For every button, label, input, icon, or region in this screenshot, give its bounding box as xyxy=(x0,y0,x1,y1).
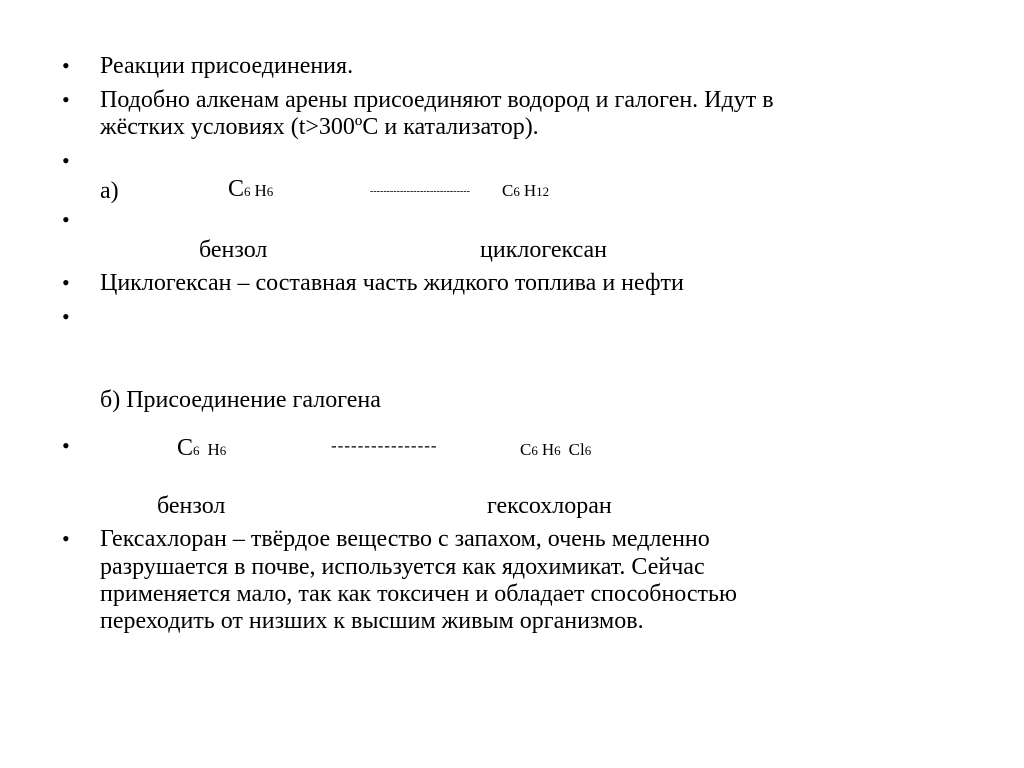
part-a-reactant-formula xyxy=(228,176,273,205)
part-a-arrow: ------------------------------ xyxy=(370,186,470,197)
subscript: 12 xyxy=(536,184,550,199)
element-c: C xyxy=(177,435,194,461)
part-a-product-name: циклогексан xyxy=(480,237,608,263)
bullet: • xyxy=(62,53,70,78)
element-cl: Cl xyxy=(568,440,585,459)
subscript: 6 xyxy=(531,443,538,458)
subscript: 6 xyxy=(193,443,200,458)
bullet: • xyxy=(62,270,70,295)
bullet: • xyxy=(62,207,70,232)
element-c: C xyxy=(502,181,514,200)
part-b-arrow: ---------------- xyxy=(331,436,438,455)
part-b-reactant-name: бензол xyxy=(157,493,226,519)
element-h: H xyxy=(207,440,220,459)
intro-line-2: жёстких условиях (t>300ºC и катализатор). xyxy=(100,114,539,140)
part-b-product-formula xyxy=(520,437,591,464)
intro-line-1: Подобно алкенам арены присоединяют водород и галоген. Идут в xyxy=(100,87,774,113)
bullet: • xyxy=(62,526,70,551)
hexachloran-line-2: разрушается в почве, используется как ядохимикат. Сейчас xyxy=(100,554,705,580)
part-b-label: б) Присоединение галогена xyxy=(100,387,381,413)
slide-heading: Реакции присоединения. xyxy=(100,53,354,79)
hexachloran-line-3: применяется мало, так как токсичен и обладает способностью xyxy=(100,581,737,607)
subscript: 6 xyxy=(244,184,251,199)
bullet: • xyxy=(62,87,70,112)
element-h: H xyxy=(541,440,555,459)
element-c: C xyxy=(520,440,532,459)
hexachloran-line-1: Гексахлоран – твёрдое вещество с запахом, очень медленно xyxy=(100,526,710,552)
part-a-product-formula xyxy=(502,178,549,205)
subscript: 6 xyxy=(584,443,592,458)
element-h: H xyxy=(523,181,537,200)
hexachloran-line-4: переходить от низших к высшим живым организмов. xyxy=(100,608,644,634)
subscript: 6 xyxy=(219,443,227,458)
part-a-label: а) xyxy=(100,178,119,204)
element-h: H xyxy=(254,181,267,200)
subscript: 6 xyxy=(266,184,274,199)
bullet: • xyxy=(62,433,70,458)
bullet: • xyxy=(62,148,70,173)
cyclohexane-note: Циклогексан – составная часть жидкого топлива и нефти xyxy=(100,270,684,296)
subscript: 6 xyxy=(513,184,520,199)
part-b-reactant-formula xyxy=(177,435,226,464)
subscript: 6 xyxy=(554,443,561,458)
element-c: C xyxy=(228,176,245,202)
part-a-reactant-name: бензол xyxy=(199,237,268,263)
part-b-product-name: гексохлоран xyxy=(487,493,612,519)
bullet: • xyxy=(62,304,70,329)
